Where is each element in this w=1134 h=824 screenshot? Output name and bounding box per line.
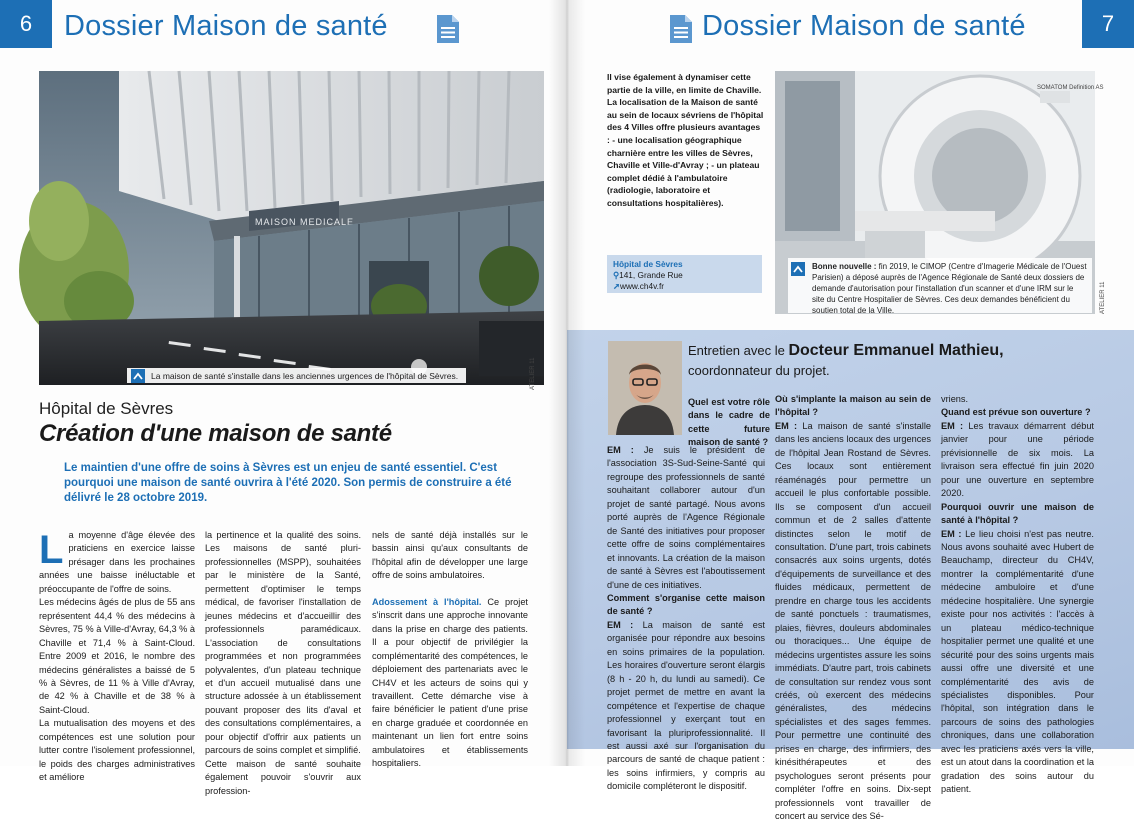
caption-text: fin 2019, le CIMOP (Centre d'Imagerie Médicale de l'Ouest Parisien) a déposé auprès de l'Agence Régionale de Santé deux dossiers de demande d'autorisation pour l'installation d'un scanner et d'une IRM sur le site du Centre Hospitalier de Sèvres. Ces deux demandes bénéficient du soutien total de la Ville. xyxy=(812,262,1087,315)
photo-credit-right: ATELIER 11 xyxy=(1100,281,1106,314)
medical-house-rendering xyxy=(39,71,544,385)
caption-bold: Bonne nouvelle : xyxy=(812,262,877,271)
portrait-photo xyxy=(608,341,682,435)
article-column-1 xyxy=(39,529,195,785)
photo-credit-left: ATELIER 11 xyxy=(530,357,536,390)
address-box xyxy=(607,255,762,293)
col1-paragraph-1: a moyenne d'âge élevée des praticiens en exercice laisse présager dans les prochaines années une baisse inéluctable et préoccupante de l'offre de soins. xyxy=(39,530,195,594)
page-number-left: 6 xyxy=(0,0,52,48)
address-title: Hôpital de Sèvres xyxy=(613,259,683,269)
location-pin-icon: ⚲ xyxy=(613,270,620,280)
answer-3-continued: vriens. xyxy=(941,394,969,404)
article-column-3 xyxy=(372,529,528,771)
caret-up-icon xyxy=(791,262,805,276)
answer-4: Les travaux démarrent début janvier pour une période prévisionnelle de six mois. La livraison sera effectué fin juin 2020 pour une ouverture en septembre 2020. xyxy=(941,420,1094,499)
intro-text: Il vise également à dynamiser cette partie de la ville, en limite de Chaville. La localisation de la Maison de santé au sein de locaux sévriens de l'hôpital des 4 Villes offre plusieurs avantages : - une localisation géographique charnière entre les villes de Sèvres, Chaville et Ville-d'Avray ; - un plateau complet dédié à l'ambulatoire (radiologie, laboratoire et consultations hospitalières). xyxy=(607,72,764,208)
address-website[interactable]: www.ch4v.fr xyxy=(619,281,665,291)
answer-label: EM : xyxy=(607,445,634,455)
col3-paragraph-2: Ce projet s'inscrit dans une approche innovante dans la prise en charge des patients. Il a pour objectif de privilégier la complémentarité des compétences, le déploiement des partenariats avec le CH4V et les acteurs de soins qui y travaillent. Cette démarche vise à faire bénéficier le patient d'une prise en charge graduée et coordonnée en maintenant un lien fort entre soins ambulatoires et établissements hospitaliers. xyxy=(372,596,528,769)
col2-paragraph-2: Cette maison de santé souhaite également pouvoir s'ouvrir aux profession- xyxy=(205,758,361,796)
answer-label: EM : xyxy=(941,420,964,431)
interviewee-name: Docteur Emmanuel Mathieu, xyxy=(788,342,1004,359)
col3-subhead: Adossement à l'hôpital. xyxy=(372,596,482,607)
col1-paragraph-2: Les médecins âgés de plus de 55 ans représentent 44,4 % des médecins à Sèvres, 75 % à Ville-d'Avray, 64,3 % à Chaville et 71,4 % à Saint-Cloud. Entre 2009 et 2016, le nombre des médecins généralistes a baissé de 5 % à Sèvres, de 11 % à Ville d'Avray, de 42 % à Chaville et de 38 % à Saint-Cloud. xyxy=(39,597,195,715)
col1-paragraph-3: La mutualisation des moyens et des compétences est une solution pour lutter contre l'isolement professionnel, le poids des charges administratives et améliore xyxy=(39,718,195,783)
interview-column-3 xyxy=(941,393,1094,797)
interview-column-2 xyxy=(775,393,931,824)
document-icon xyxy=(669,14,693,44)
scanner-label: SOMATOM Definition AS xyxy=(1037,85,1104,91)
interview-column-1 xyxy=(607,444,765,794)
photo-caption xyxy=(127,368,466,383)
page-number-right: 7 xyxy=(1082,0,1134,48)
interviewee-role: coordonnateur du projet. xyxy=(688,363,830,378)
article-title: Création d'une maison de santé xyxy=(39,420,392,447)
answer-2: La maison de santé est organisée pour répondre aux besoins en soins primaires de la population. Les horaires d'ouverture seront élargis (8 h - 20 h, du lundi au samedi). Ce projet permet de mettre en avant la compétence et l'expertise de chaque professionnel y exerçant tout en favorisant la pluriprofessionnalité. Il est aussi axé sur l'organisation du parcours de santé de chaque patient : les soins infirmiers, y compris au domicile compléteront le dispositif. xyxy=(607,619,765,792)
question-5: Pourquoi ouvrir une maison de santé à l'hôpital ? xyxy=(941,501,1094,526)
drop-cap: L xyxy=(39,528,64,572)
interview-intro: Entretien avec le xyxy=(688,343,789,358)
address-street: 141, Grande Rue xyxy=(619,270,683,280)
answer-label: EM : xyxy=(607,619,634,630)
answer-label: EM : xyxy=(775,420,798,431)
question-3: Où s'implante la maison au sein de l'hôpital ? xyxy=(775,394,931,418)
answer-1: Je suis le président de l'association 3S-Sud-Seine-Santé qui regroupe des professionnels de santé souhaitant collaborer autour d'un projet de santé partagé. Nous avons porté auprès de l'Agence Régionale de Santé des initiatives pour proposer cette offre de soins complémentaires et innovants. La création de la maison de santé à Sèvres est l'aboutissement d'une de ces initiatives. xyxy=(607,445,765,590)
answer-3: La maison de santé s'installe dans les anciens locaux des urgences de l'hôpital Jean Rostand de Sèvres. Ces locaux sont entièrement réaménagés pour permettre un accueil le plus confortable possible. Ils se composent d'un accueil commun et de 2 salles d'attente distinctes selon le motif de consultation. D'une part, trois cabinets consacrés aux soins urgents, dotés d'équipements de surveillance et des fluides médicaux, permettent de prendre en charge tous les accidents de santé ponctuels : traumatismes, plaies, fièvres, douleurs abdominales ou thoraciques... Une équipe de médecins urgentistes assure les soins immédiats. D'autre part, trois cabinets de consultation sur rendez vous sont créés, où exercent des médecins généralistes, des médecins spécialistes et des sages femmes. Pour permettre une continuité des prises en charge, des infirmiers, des kinésithérapeutes et des psychologues seront présents pour compléter l'offre en soins. Dix-sept professionnels vont travailler de concert au service des Sé- xyxy=(775,420,931,822)
header-title-right: Dossier Maison de santé xyxy=(702,10,1026,42)
interview-header xyxy=(688,341,1004,381)
left-page xyxy=(0,0,567,796)
header-title-left: Dossier Maison de santé xyxy=(64,10,388,42)
article-lede: Le maintien d'une offre de soins à Sèvres est un enjeu de santé essentiel. C'est pourquoi une maison de santé ouvrira à l'été 2020. Son permis de construire a été délivré le 28 octobre 2019. xyxy=(64,462,512,504)
scanner-caption xyxy=(788,258,1092,313)
col2-paragraph-1: la pertinence et la qualité des soins. Les maisons de santé pluri-professionnelles (MSPP), souhaitées par le ministère de la Santé, permettent d'optimiser le temps médical, de favoriser l'installation de jeunes médecins et d'accueillir des professionnels paramédicaux. L'association de consultations programmées et non programmées polyvalentes, d'un plateau technique et d'un accueil mutualisé dans une structure adossée à un établissement pouvant proposer des lits d'aval et des consultations complémentaires, a pour objectif d'offrir aux patients un parcours de soins complet et simplifié. xyxy=(205,530,361,756)
article-column-2 xyxy=(205,529,361,798)
building-photo xyxy=(39,71,544,385)
question-1: Quel est votre rôle dans le cadre de cette future maison de santé ? xyxy=(688,397,770,448)
question-2: Comment s'organise cette maison de santé ? xyxy=(607,592,765,617)
photo-caption-text: La maison de santé s'installe dans les anciennes urgences de l'hôpital de Sèvres. xyxy=(151,370,459,381)
article-kicker: Hôpital de Sèvres xyxy=(39,399,174,418)
answer-5: Le lieu choisi n'est pas neutre. Nous avons souhaité avec Hubert de Beauchamp, directeur du CH4V, montrer la complémentarité d'une médecine ambuloire et d'une médecine hospitalière. Une synergie existe pour nos activités : l'accès à un plateau médico-technique hospitalier permet une qualité et une sécurité pour des soins urgents mais aussi offre une diversité et une complémentarité des avis de spécialistes disponibles. Pour l'hôpital, son intégration dans le parcours de soins des pathologies chroniques, dans une collaboration avec les praticiens axés vers la ville, est un atout dans la coordination et la gradation des soins autour du patient. xyxy=(941,528,1094,795)
sign-text: MAISON MEDICALE xyxy=(255,217,355,227)
link-icon: ➚ xyxy=(613,281,620,291)
answer-label: EM : xyxy=(941,528,962,539)
document-icon xyxy=(436,14,460,44)
interviewee-portrait xyxy=(608,341,682,435)
col3-paragraph-1: nels de santé déjà installés sur le bassin ainsi qu'aux consultants de l'hôpital afin de développer une large offre de soins ambulatoires. xyxy=(372,530,528,581)
question-4: Quand est prévue son ouverture ? xyxy=(941,407,1091,418)
caret-up-icon xyxy=(131,369,145,383)
